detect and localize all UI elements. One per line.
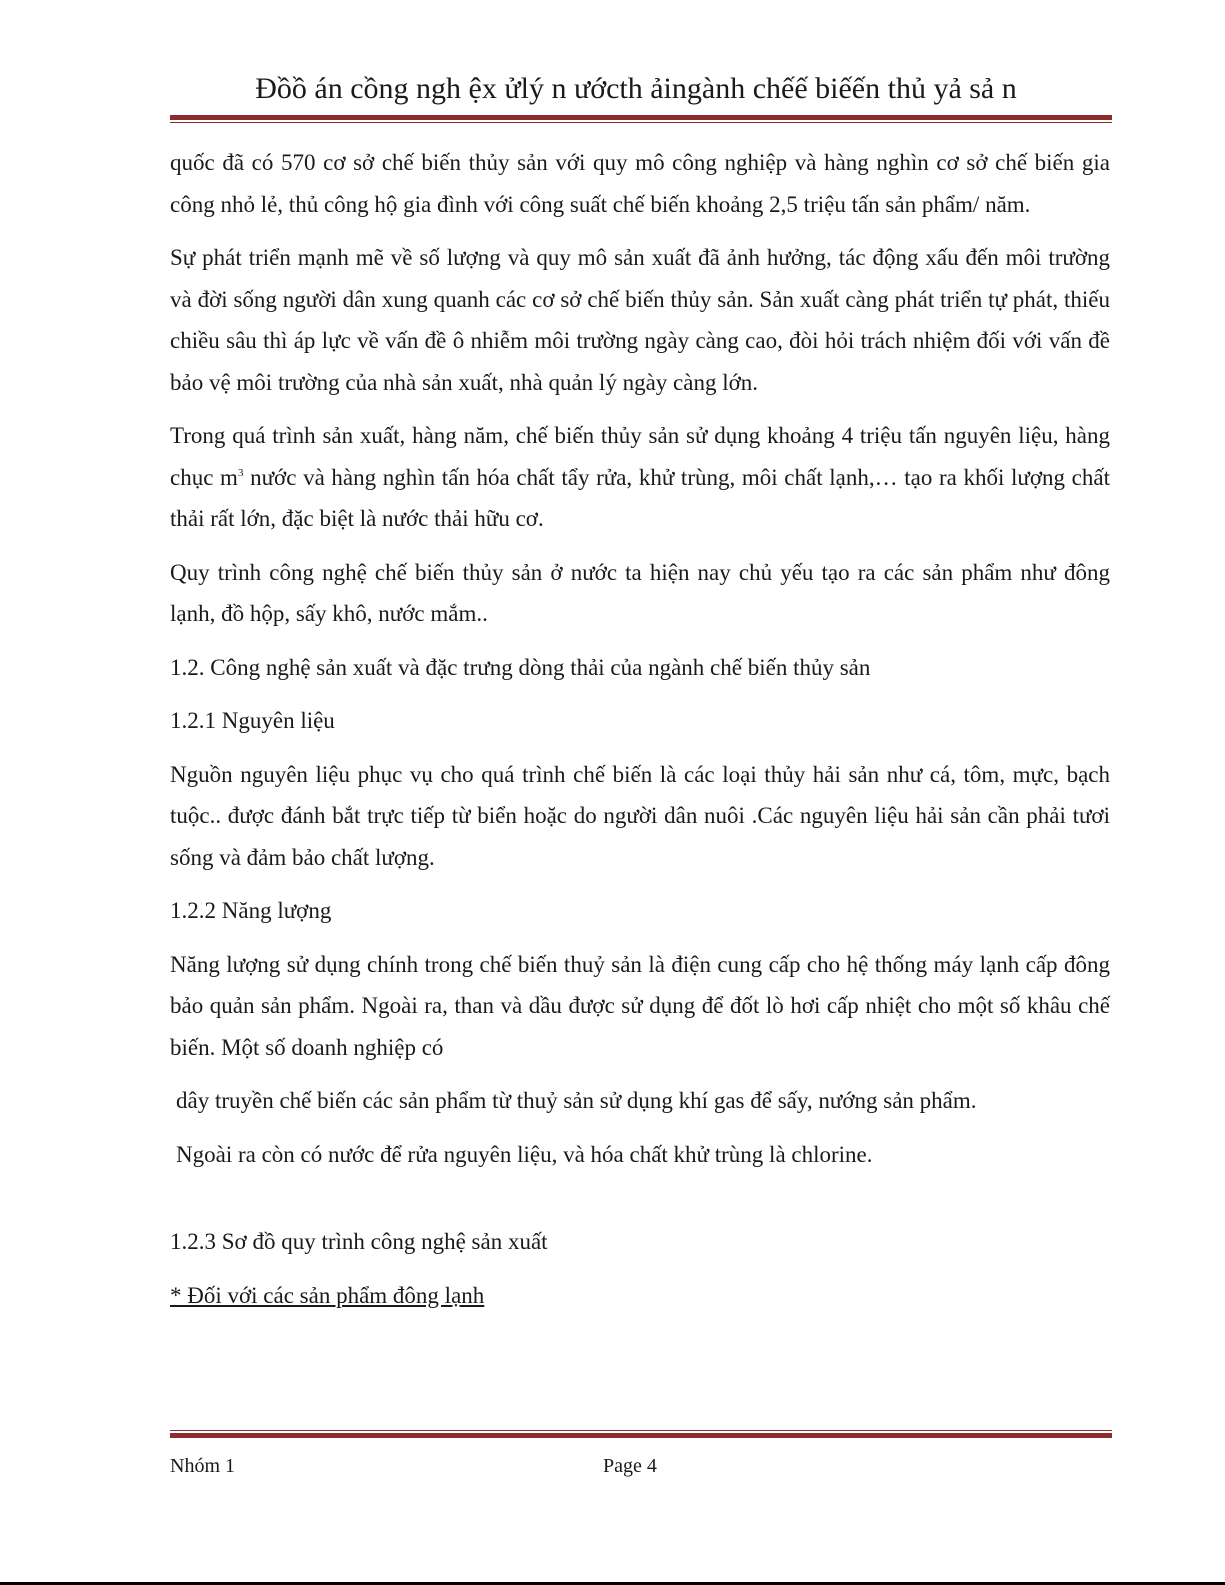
section-heading: 1.2.3 Sơ đồ quy trình công nghệ sản xuất (170, 1229, 548, 1254)
superscript: 3 (237, 466, 244, 479)
paragraph: Ngoài ra còn có nước để rửa nguyên liệu, và hóa chất khử trùng là chlorine. (176, 1141, 873, 1167)
subheading: * Đối với các sản phẩm đông lạnh (170, 1282, 485, 1308)
footer-rule (170, 1430, 1112, 1438)
paragraph: Quy trình công nghệ chế biến thủy sản ở nước ta hiện nay chủ yếu tạo ra các sản phẩm như đông lạnh, đồ hộp, sấy khô, nước mắm.. (170, 559, 1110, 626)
header-rule (170, 115, 1112, 123)
paragraph: Trong quá trình sản xuất, hàng năm, chế biến thủy sản sử dụng khoảng 4 triệu tấn nguyên liệu, hàng chục $m^3$ nước và hàng nghìn tấn hóa chất tẩy rửa, khử trùng, môi chất lạnh,… tạo ra khối lượng chất thải rất lớn, đặc biệt là nước thải hữu cơ. (170, 423, 1110, 531)
section-heading: 1.2.1 Nguyên liệu (170, 708, 335, 733)
footer-group-label: Nhóm 1 (170, 1455, 235, 1477)
paragraph: Năng lượng sử dụng chính trong chế biến thuỷ sản là điện cung cấp cho hệ thống máy lạnh cấp đông bảo quản sản phẩm. Ngoài ra, than và dầu được sử dụng để đốt lò hơi cấp nhiệt cho một số khâu chế biến. Một số doanh nghiệp có (170, 951, 1110, 1060)
body-text (170, 142, 1110, 1328)
footer-page-number: Page 4 (603, 1455, 657, 1477)
page-header-title: Đồồ án cồng ngh ệx ửlý n ướcth ảingành chếế biếến thủ yả sả n (255, 72, 1017, 105)
paragraph: Nguồn nguyên liệu phục vụ cho quá trình chế biến là các loại thủy hải sản như cá, tôm, mực, bạch tuộc.. được đánh bắt trực tiếp từ biển hoặc do người dân nuôi .Các nguyên liệu hải sản cần phải tươi sống và đảm bảo chất lượng. (170, 761, 1110, 870)
section-heading: 1.2.2 Năng lượng (170, 898, 332, 923)
section-heading: 1.2. Công nghệ sản xuất và đặc trưng dòng thải của ngành chế biến thủy sản (170, 654, 871, 680)
paragraph: Sự phát triển mạnh mẽ về số lượng và quy mô sản xuất đã ảnh hưởng, tác động xấu đến môi trường và đời sống người dân xung quanh các cơ sở chế biến thủy sản. Sản xuất càng phát triển tự phát, thiếu chiều sâu thì áp lực về vấn đề ô nhiễm môi trường ngày càng cao, đòi hỏi trách nhiệm đối với vấn đề bảo vệ môi trường của nhà sản xuất, nhà quản lý ngày càng lớn. (170, 245, 1110, 395)
paragraph: quốc đã có 570 cơ sở chế biến thủy sản với quy mô công nghiệp và hàng nghìn cơ sở chế biến gia công nhỏ lẻ, thủ công hộ gia đình với công suất chế biến khoảng 2,5 triệu tấn sản phẩm/ năm. (170, 150, 1110, 217)
paragraph: dây truyền chế biến các sản phẩm từ thuỷ sản sử dụng khí gas để sấy, nướng sản phẩm. (176, 1088, 977, 1113)
